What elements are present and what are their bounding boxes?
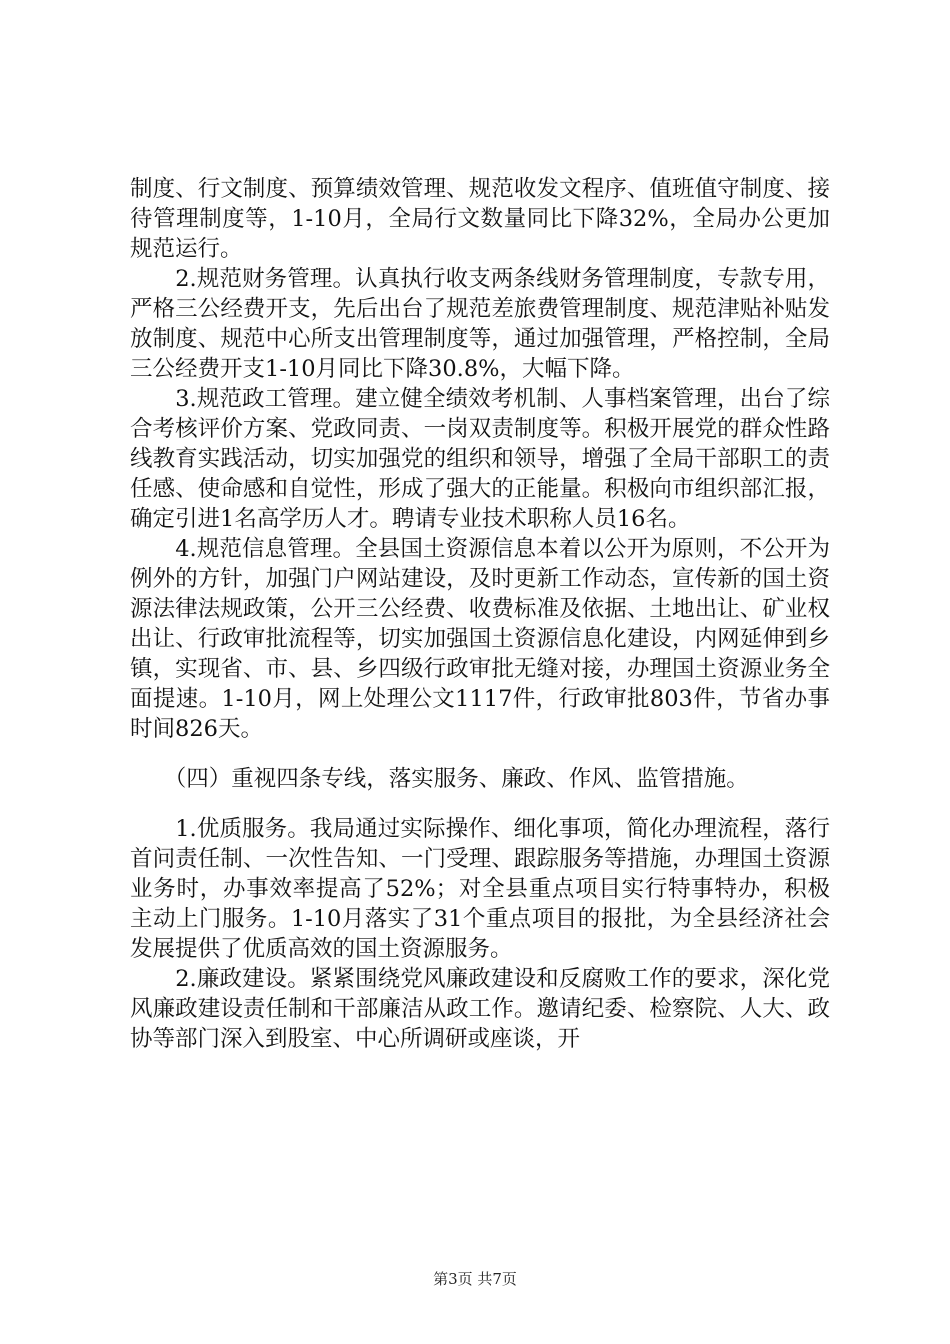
- page-number-footer: 第3页 共7页: [433, 1270, 517, 1288]
- paragraph-finance-management: 2.规范财务管理。认真执行收支两条线财务管理制度，专款专用，严格三公经费开支，先后出台了规范差旅费管理制度、规范津贴补贴发放制度、规范中心所支出管理制度等，通过加强管理，严格控制，全局三公经费开支1-10月同比下降30.8%，大幅下降。: [130, 266, 830, 382]
- paragraph-office-rules: 制度、行文制度、预算绩效管理、规范收发文程序、值班值守制度、接待管理制度等，1-10月，全局行文数量同比下降32%，全局办公更加规范运行。: [130, 176, 830, 262]
- paragraph-clean-government: 2.廉政建设。紧紧围绕党风廉政建设和反腐败工作的要求，深化党风廉政建设责任制和干部廉洁从政工作。邀请纪委、检察院、人大、政协等部门深入到股室、中心所调研或座谈，开: [130, 966, 830, 1052]
- section-heading-four: （四）重视四条专线，落实服务、廉政、作风、监管措施。: [130, 766, 749, 792]
- paragraph-personnel-management: 3.规范政工管理。建立健全绩效考机制、人事档案管理，出台了综合考核评价方案、党政同责、一岗双责制度等。积极开展党的群众性路线教育实践活动，切实加强党的组织和领导，增强了全局干部职工的责任感、使命感和自觉性，形成了强大的正能量。积极向市组织部汇报，确定引进1名高学历人才。聘请专业技术职称人员16名。: [130, 386, 830, 532]
- document-body: [130, 174, 830, 1054]
- paragraph-information-management: 4.规范信息管理。全县国土资源信息本着以公开为原则，不公开为例外的方针，加强门户网站建设，及时更新工作动态，宣传新的国土资源法律法规政策，公开三公经费、收费标准及依据、土地出让、矿业权出让、行政审批流程等，切实加强国土资源信息化建设，内网延伸到乡镇，实现省、市、县、乡四级行政审批无缝对接，办理国土资源业务全面提速。1-10月，网上处理公文1117件，行政审批803件，节省办事时间826天。: [130, 536, 830, 742]
- paragraph-quality-service: 1.优质服务。我局通过实际操作、细化事项，简化办理流程，落行首问责任制、一次性告知、一门受理、跟踪服务等措施，办理国土资源业务时，办事效率提高了52%；对全县重点项目实行特事特办，积极主动上门服务。1-10月落实了31个重点项目的报批，为全县经济社会发展提供了优质高效的国土资源服务。: [130, 816, 830, 962]
